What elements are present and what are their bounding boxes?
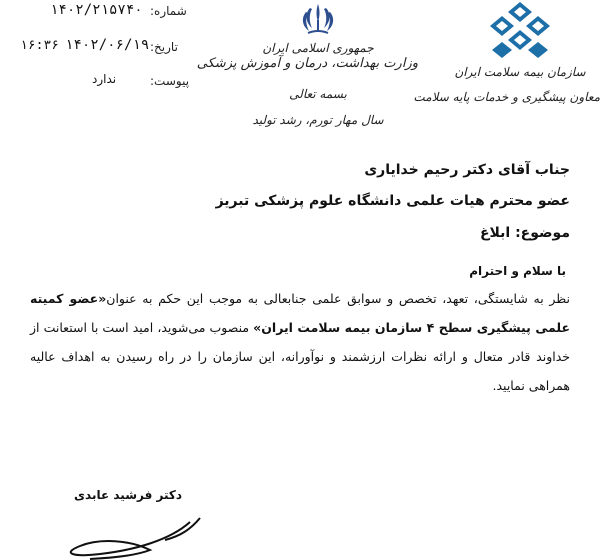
attachment-value: ندارد xyxy=(92,72,117,86)
letter-date-label: تاریخ: xyxy=(150,40,178,54)
organization-name: سازمان بیمه سلامت ایران xyxy=(454,65,586,79)
subject-line: موضوع: ابلاغ xyxy=(479,225,570,241)
appointment-title: «عضو کمیته علمی پیشگیری سطح ۴ سازمان بیمه سلامت ایران» xyxy=(30,291,570,335)
attachment-label: پیوست: xyxy=(150,74,190,88)
letter-time: ۱۶:۳۶ xyxy=(20,38,60,53)
recipient-role: عضو محترم هیات علمی دانشگاه علوم پزشکی تبریز xyxy=(215,193,570,209)
deputy-name: معاون پیشگیری و خدمات پایه سلامت xyxy=(413,90,600,104)
country-name: جمهوری اسلامی ایران xyxy=(262,41,374,55)
recipient-name: جناب آقای دکتر رحیم خدایاری xyxy=(364,162,570,178)
greeting: با سلام و احترام xyxy=(469,264,566,278)
signature-image xyxy=(40,510,210,560)
organization-header xyxy=(413,0,600,115)
letter-number-label: شماره: xyxy=(150,4,187,18)
body-text-end: منصوب می‌شوید، امید است با استعانت از خداوند قادر متعال و ارائه نظرات ارزشمند و نوآورانه، این سازمان را در راه رسیدن به اهداف عالیه همراهی نمایید. xyxy=(30,320,570,393)
bismillah-text: بسمه تعالی xyxy=(289,87,347,101)
iran-emblem-icon xyxy=(300,2,336,36)
letter-number: ۱۴۰۲/۲۱۵۷۴۰ xyxy=(50,2,143,18)
insurance-logo-icon xyxy=(482,0,558,62)
body-text-start: نظر به شایستگی، تعهد، تخصص و سوابق علمی جنابعالی به موجب این حکم به عنوان xyxy=(106,291,570,306)
letter-body-paragraph xyxy=(30,284,570,400)
ministry-name: وزارت بهداشت، درمان و آموزش پزشکی xyxy=(196,56,418,71)
year-slogan: سال مهار تورم، رشد تولید xyxy=(252,113,384,127)
signatory-name: دکتر فرشید عابدی xyxy=(74,488,182,502)
letter-date: ۱۴۰۲/۰۶/۱۹ xyxy=(65,37,150,53)
ministry-header xyxy=(196,0,418,150)
